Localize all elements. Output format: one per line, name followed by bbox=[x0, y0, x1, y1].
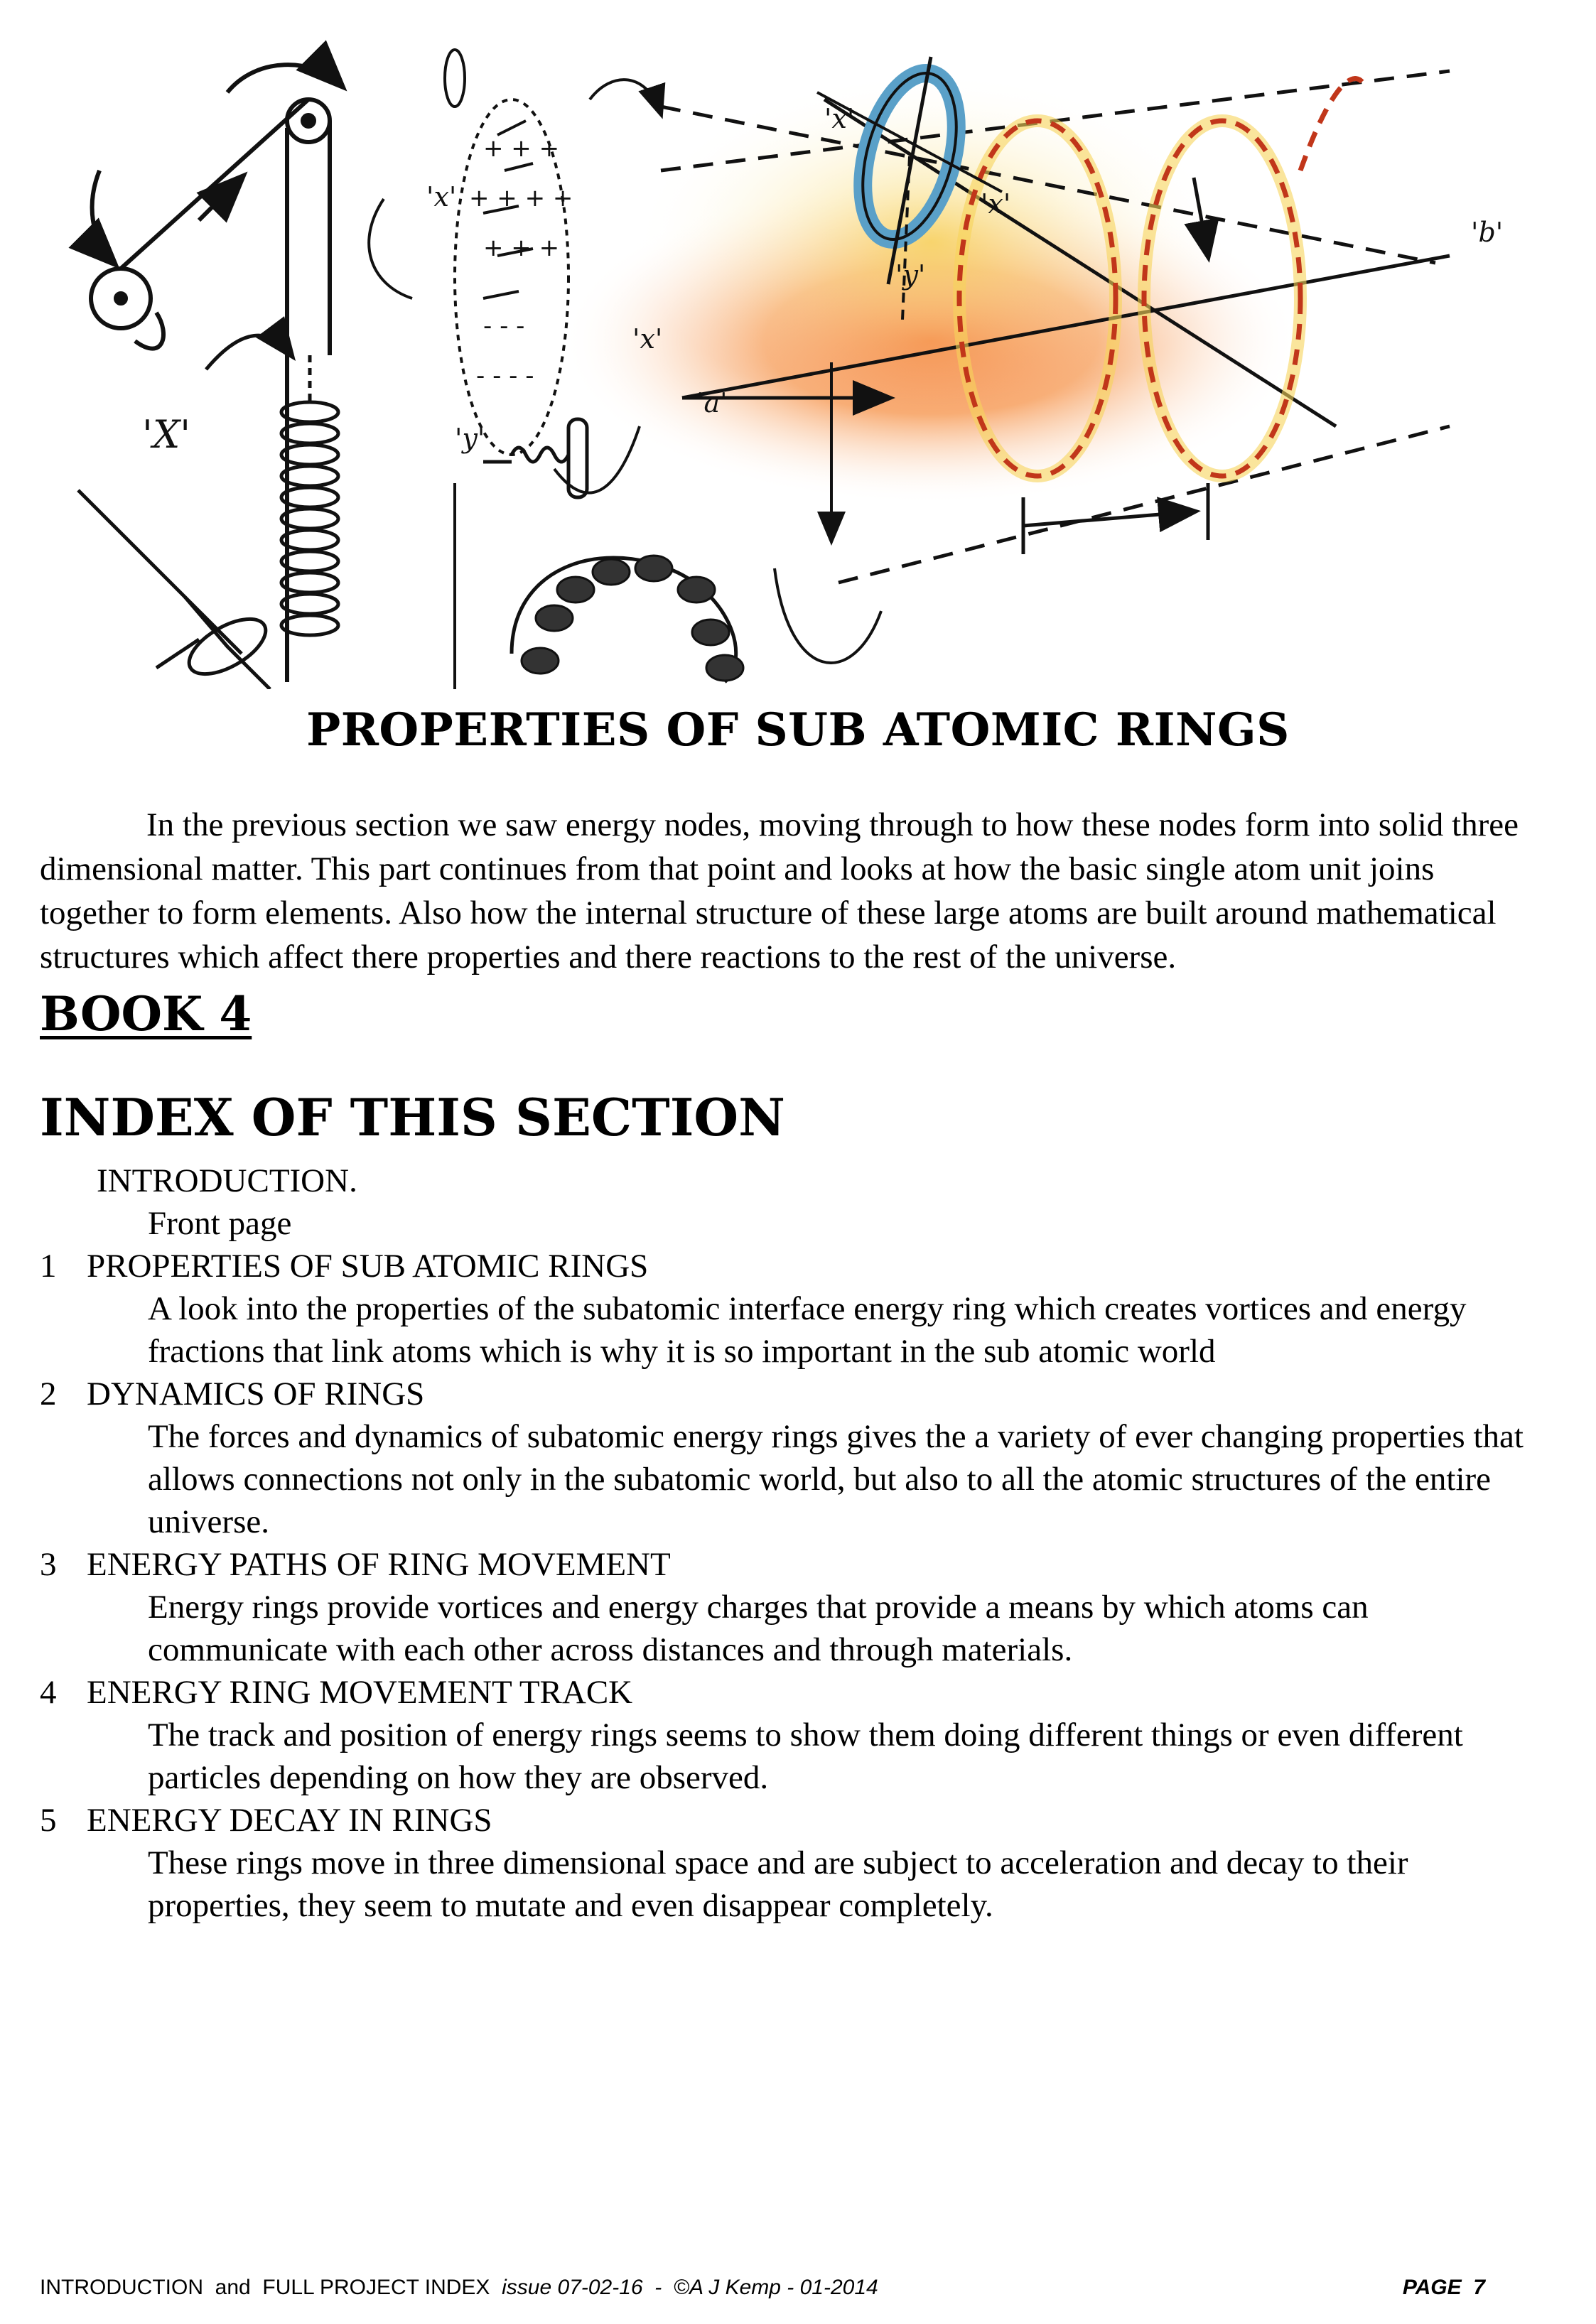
intro-text: In the previous section we saw energy nodes, moving through to how these nodes form into solid three dimensional matter. This part continues from that point and looks at how the basic single atom unit joins together to form elements. Also how the internal structure of these large atoms are built around mathematical structures which affect there properties and there reactions to the rest of the universe. bbox=[40, 806, 1519, 975]
footer-title: INTRODUCTION and FULL PROJECT INDEX bbox=[40, 2276, 502, 2299]
entry-description: The forces and dynamics of subatomic energy rings gives the a variety of ever changing properties that allows connections not only in the subatomic world, but also to all the atomic structures of the entire universe. bbox=[148, 1418, 1524, 1540]
footer-issue: issue 07-02-16 - ©A J Kemp - 01-2014 bbox=[502, 2276, 878, 2299]
label-y2: 'y' bbox=[455, 423, 485, 454]
label-x4: 'x' bbox=[632, 323, 663, 355]
label-X-big: 'X' bbox=[142, 412, 191, 457]
small-tilted-ring bbox=[156, 597, 274, 689]
index-entry bbox=[40, 1671, 1553, 1714]
entry-title: DYNAMICS OF RINGS bbox=[87, 1376, 425, 1412]
label-x2: 'x' bbox=[824, 103, 855, 134]
particle-cluster bbox=[455, 483, 743, 689]
footer-left bbox=[40, 2276, 878, 2300]
svg-text:+ + +: + + + bbox=[483, 134, 560, 163]
label-b: 'b' bbox=[1471, 217, 1504, 248]
label-y1: 'y' bbox=[895, 259, 926, 291]
svg-text:+ + + +: + + + + bbox=[469, 184, 573, 212]
entry-description: These rings move in three dimensional space and are subject to acceleration and decay to their properties, they seem to mutate and even disappear completely. bbox=[148, 1844, 1408, 1924]
entry-title: PROPERTIES OF SUB ATOMIC RINGS bbox=[87, 1248, 649, 1285]
index-entry bbox=[40, 1799, 1553, 1842]
entry-description: The track and position of energy rings seems to show them doing different things or even different particles depending on how they are observed. bbox=[148, 1717, 1463, 1796]
index-entry bbox=[40, 1245, 1553, 1287]
label-x3: 'x' bbox=[981, 188, 1011, 220]
svg-text:- - - -: - - - - bbox=[476, 362, 534, 390]
entry-title: ENERGY RING MOVEMENT TRACK bbox=[87, 1674, 633, 1711]
entry-number: 3 bbox=[40, 1546, 57, 1583]
index-intro-label: INTRODUCTION. bbox=[97, 1162, 357, 1199]
page-footer bbox=[40, 2276, 1485, 2304]
book-label: BOOK 4 bbox=[40, 986, 252, 1042]
intro-paragraph bbox=[40, 803, 1532, 979]
page-number: PAGE 7 bbox=[1402, 2276, 1485, 2299]
svg-text:- - -: - - - bbox=[483, 312, 525, 340]
label-x1: 'x' bbox=[426, 181, 457, 212]
index-entry bbox=[40, 1373, 1553, 1415]
entry-number: 1 bbox=[40, 1248, 57, 1285]
index-heading: INDEX OF THIS SECTION bbox=[40, 1087, 785, 1147]
entry-number: 4 bbox=[40, 1674, 57, 1711]
label-a: 'a' bbox=[696, 387, 728, 418]
yellow-glow bbox=[632, 71, 1229, 412]
svg-text:+ + +: + + + bbox=[483, 234, 560, 262]
entry-title: ENERGY PATHS OF RING MOVEMENT bbox=[87, 1546, 671, 1583]
coil-spring bbox=[78, 335, 338, 654]
energy-rings-illustration bbox=[57, 28, 1521, 689]
entry-title: ENERGY DECAY IN RINGS bbox=[87, 1802, 492, 1839]
section-index bbox=[40, 1160, 1553, 1927]
index-entry bbox=[40, 1543, 1553, 1586]
entry-number: 5 bbox=[40, 1802, 57, 1839]
entry-number: 2 bbox=[40, 1376, 57, 1412]
page-title: PROPERTIES OF SUB ATOMIC RINGS bbox=[306, 703, 1290, 757]
entry-description: A look into the properties of the subatomic interface energy ring which creates vortices and energy fractions that link atoms which is why it is so important in the sub atomic world bbox=[148, 1290, 1467, 1370]
pulley-system bbox=[91, 65, 341, 682]
entry-description: Energy rings provide vortices and energy charges that provide a means by which atoms can communicate with each other across distances and through materials. bbox=[148, 1589, 1369, 1668]
index-intro-item: Front page bbox=[148, 1205, 292, 1242]
